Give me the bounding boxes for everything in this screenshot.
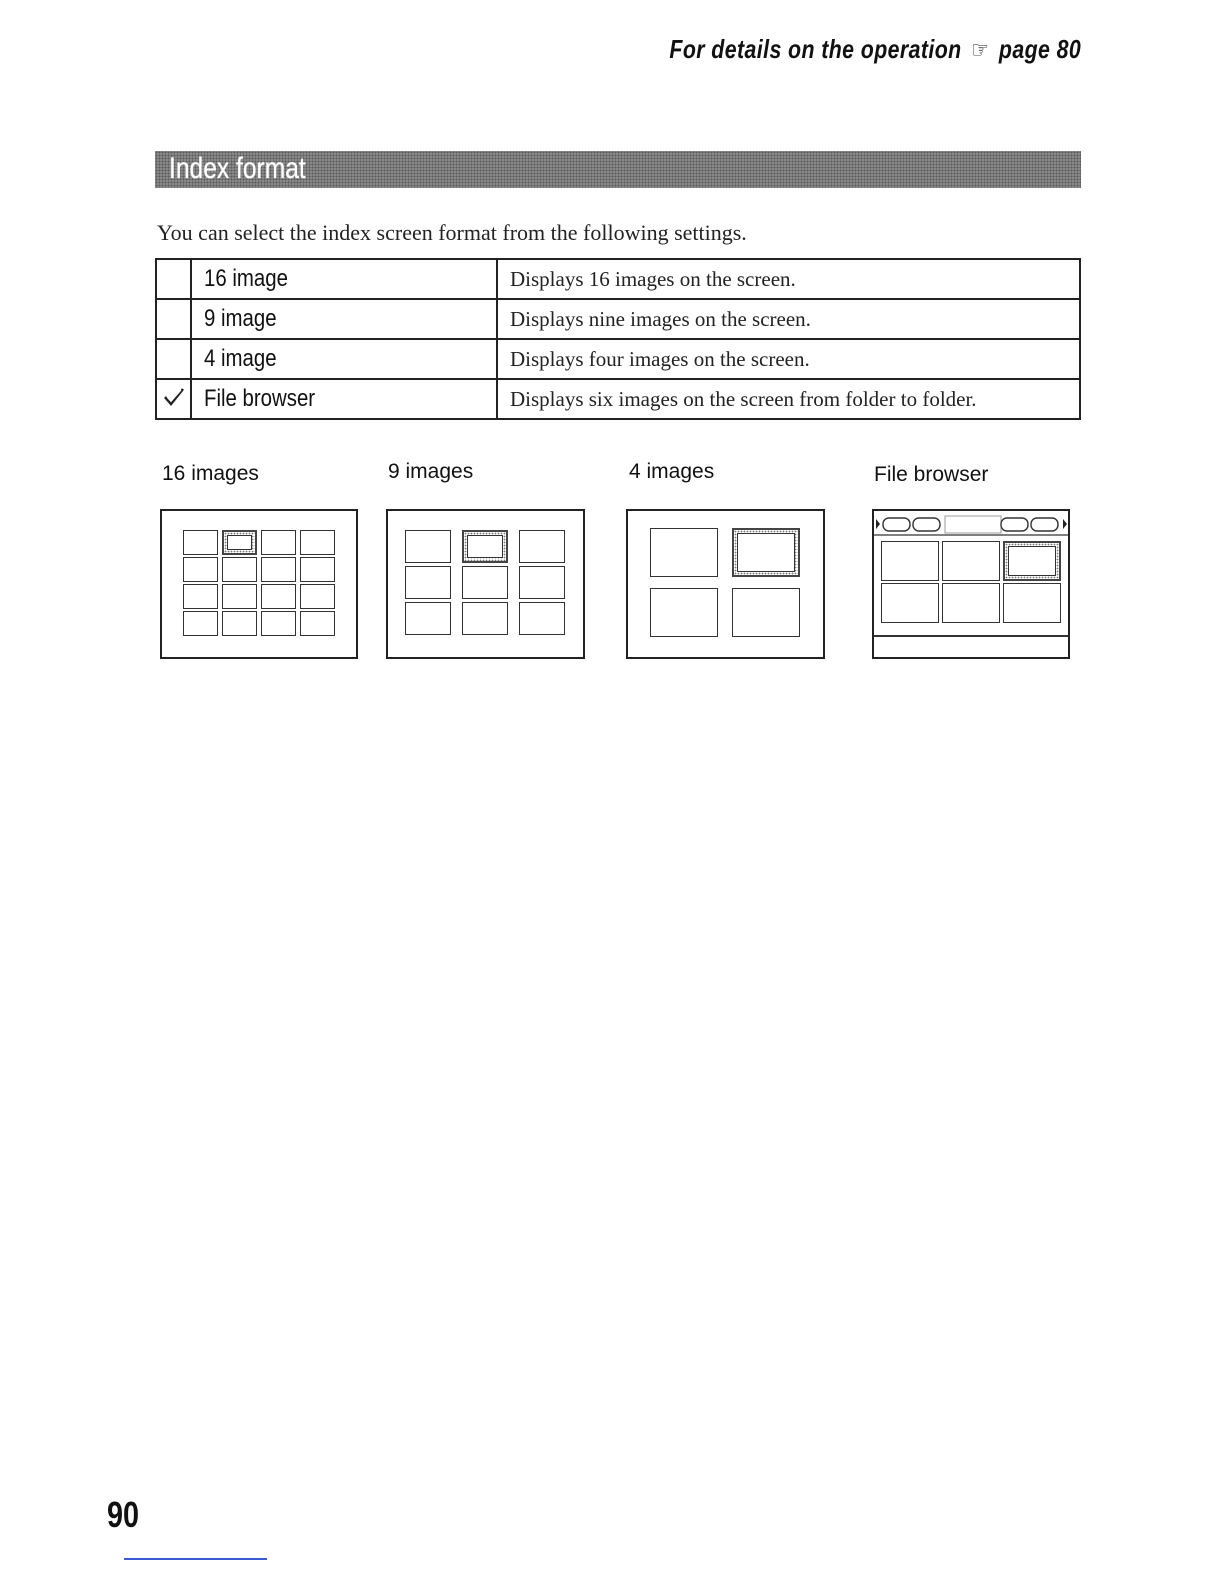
thumbnail: [942, 583, 1000, 623]
thumbnail: [405, 530, 451, 563]
description-cell: Displays four images on the screen.: [497, 339, 1080, 379]
thumbnail: [261, 611, 296, 636]
pointing-hand-icon: ☞: [971, 37, 990, 64]
option-cell: [191, 379, 497, 419]
default-mark-cell: [156, 299, 191, 339]
thumbnail: [732, 588, 800, 637]
thumbnail: [183, 530, 218, 555]
table-row: [156, 299, 1080, 339]
thumbnail: [519, 530, 565, 563]
thumbnail: [261, 557, 296, 582]
thumbnail: [462, 566, 508, 599]
folder-tab-current: [945, 516, 1001, 533]
thumbnail: [222, 584, 257, 609]
thumbnail-selected: [462, 530, 508, 563]
thumbnail: [222, 611, 257, 636]
footer-rule: [124, 1558, 267, 1560]
option-cell: [191, 339, 497, 379]
screen-16-images: [160, 509, 358, 659]
folder-right-arrow-icon: [1063, 519, 1067, 529]
status-bar-divider: [874, 635, 1068, 637]
intro-text: You can select the index screen format from the following settings.: [157, 220, 747, 245]
settings-table: [155, 258, 1081, 420]
thumbnail: [300, 530, 335, 555]
thumbnail: [881, 583, 939, 623]
folder-tab: [1001, 518, 1028, 531]
figure-label-file-browser: File browser: [874, 463, 989, 486]
thumbnail-selected: [222, 530, 257, 555]
folder-tab: [883, 518, 910, 531]
table-row: [156, 379, 1080, 419]
thumbnail: [261, 584, 296, 609]
section-header-bar: [155, 151, 1081, 188]
figure-label-9-images: 9 images: [388, 460, 474, 483]
thumbnail: [650, 528, 718, 577]
operation-reference: [669, 34, 1081, 65]
description-cell: Displays six images on the screen from folder to folder.: [497, 379, 1080, 419]
operation-reference-text: For details on the operation: [669, 34, 962, 64]
screen-file-browser: [872, 509, 1070, 659]
thumbnail: [261, 530, 296, 555]
thumbnail: [462, 602, 508, 635]
thumbnail: [300, 557, 335, 582]
checkmark-icon: [163, 386, 185, 408]
figure-label-4-images: 4 images: [629, 460, 715, 483]
thumbnail: [222, 557, 257, 582]
thumbnail: [183, 584, 218, 609]
table-row: [156, 339, 1080, 379]
folder-tabs-bar: [874, 511, 1068, 537]
thumbnail: [650, 588, 718, 637]
description-cell: Displays nine images on the screen.: [497, 299, 1080, 339]
default-mark-cell: [156, 259, 191, 299]
thumbnail-selected: [732, 528, 800, 577]
thumbnail: [183, 557, 218, 582]
thumbnail: [183, 611, 218, 636]
thumbnail: [519, 566, 565, 599]
folder-tab: [913, 518, 940, 531]
thumbnail: [942, 541, 1000, 581]
default-mark-cell: [156, 339, 191, 379]
default-mark-cell: [156, 379, 191, 419]
screen-4-images: [626, 509, 825, 659]
option-cell: [191, 259, 497, 299]
thumbnail: [300, 611, 335, 636]
section-title: Index format: [169, 152, 306, 185]
folder-tab: [1031, 518, 1058, 531]
description-cell: Displays 16 images on the screen.: [497, 259, 1080, 299]
table-row: [156, 259, 1080, 299]
page-reference: page 80: [998, 34, 1081, 64]
option-label: 9 image: [204, 305, 277, 332]
thumbnail-selected: [1003, 541, 1061, 581]
thumbnail: [300, 584, 335, 609]
page-number: 90: [107, 1494, 140, 1535]
screen-9-images: [386, 509, 585, 659]
folder-left-arrow-icon: [876, 519, 880, 529]
thumbnail: [405, 602, 451, 635]
thumbnail: [405, 566, 451, 599]
figure-label-16-images: 16 images: [162, 462, 259, 485]
option-label: 16 image: [204, 265, 288, 292]
option-cell: [191, 299, 497, 339]
thumbnail: [881, 541, 939, 581]
option-label: 4 image: [204, 345, 277, 372]
thumbnail: [519, 602, 565, 635]
option-label: File browser: [204, 385, 316, 412]
thumbnail: [1003, 583, 1061, 623]
